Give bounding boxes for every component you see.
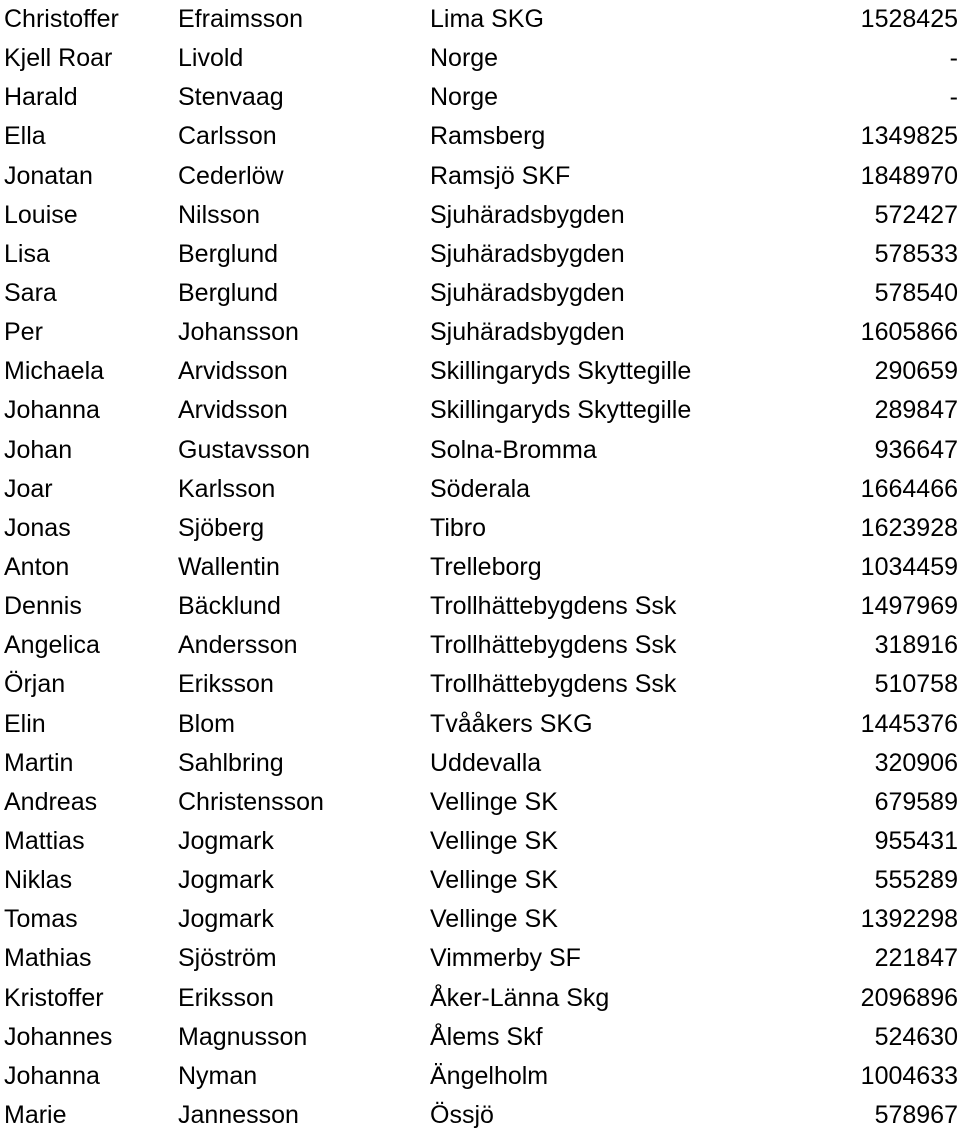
license-number-cell: 1349825 xyxy=(860,122,958,151)
table-row xyxy=(0,861,960,900)
license-number-cell: 1623928 xyxy=(860,513,958,542)
first-name-cell: Angelica xyxy=(4,631,100,660)
last-name-cell: Nyman xyxy=(178,1061,258,1090)
last-name-cell: Wallentin xyxy=(178,552,280,581)
license-number-cell: 679589 xyxy=(874,787,958,816)
last-name-cell: Arvidsson xyxy=(178,357,288,386)
first-name-cell: Martin xyxy=(4,748,74,777)
last-name-cell: Bäcklund xyxy=(178,592,281,621)
club-cell: Vimmerby SF xyxy=(430,944,581,973)
table-row xyxy=(0,157,960,196)
last-name-cell: Berglund xyxy=(178,278,279,307)
license-number-cell: 1664466 xyxy=(860,474,958,503)
last-name-cell: Jogmark xyxy=(178,826,274,855)
club-cell: Solna-Bromma xyxy=(430,435,597,464)
first-name-cell: Johanna xyxy=(4,1061,100,1090)
table-row xyxy=(0,822,960,861)
first-name-cell: Lisa xyxy=(4,239,50,268)
table-row xyxy=(0,900,960,939)
license-number-cell: 524630 xyxy=(874,1022,958,1051)
license-number-cell: 1392298 xyxy=(860,905,958,934)
first-name-cell: Jonas xyxy=(4,513,71,542)
first-name-cell: Per xyxy=(4,318,43,347)
table-row xyxy=(0,665,960,704)
first-name-cell: Elin xyxy=(4,709,46,738)
last-name-cell: Stenvaag xyxy=(178,83,284,112)
last-name-cell: Eriksson xyxy=(178,983,274,1012)
license-number-cell: 221847 xyxy=(874,944,958,973)
first-name-cell: Marie xyxy=(4,1100,67,1129)
table-row xyxy=(0,352,960,391)
table-row xyxy=(0,548,960,587)
last-name-cell: Eriksson xyxy=(178,670,274,699)
license-number-cell: 572427 xyxy=(874,200,958,229)
club-cell: Tvååkers SKG xyxy=(430,709,593,738)
first-name-cell: Kristoffer xyxy=(4,983,104,1012)
last-name-cell: Johansson xyxy=(178,318,299,347)
last-name-cell: Jogmark xyxy=(178,905,274,934)
license-number-cell: 578967 xyxy=(874,1100,958,1129)
license-number-cell: 1497969 xyxy=(860,592,958,621)
club-cell: Trollhättebygdens Ssk xyxy=(430,631,677,660)
table-row xyxy=(0,587,960,626)
first-name-cell: Tomas xyxy=(4,905,78,934)
last-name-cell: Nilsson xyxy=(178,200,260,229)
club-cell: Sjuhäradsbygden xyxy=(430,318,625,347)
club-cell: Össjö xyxy=(430,1100,494,1129)
table-row xyxy=(0,78,960,117)
club-cell: Vellinge SK xyxy=(430,866,558,895)
first-name-cell: Louise xyxy=(4,200,78,229)
first-name-cell: Michaela xyxy=(4,357,105,386)
table-row xyxy=(0,117,960,156)
last-name-cell: Berglund xyxy=(178,239,279,268)
license-number-cell: 578540 xyxy=(874,278,958,307)
license-number-cell: 1004633 xyxy=(860,1061,958,1090)
license-number-cell: 510758 xyxy=(874,670,958,699)
table-row xyxy=(0,39,960,78)
table-row xyxy=(0,274,960,313)
club-cell: Sjuhäradsbygden xyxy=(430,200,625,229)
club-cell: Sjuhäradsbygden xyxy=(430,239,625,268)
table-row xyxy=(0,196,960,235)
license-number-cell: - xyxy=(949,44,958,73)
license-number-cell: 1034459 xyxy=(860,552,958,581)
last-name-cell: Sahlbring xyxy=(178,748,284,777)
license-number-cell: 289847 xyxy=(874,396,958,425)
club-cell: Uddevalla xyxy=(430,748,542,777)
license-number-cell: 1848970 xyxy=(860,161,958,190)
first-name-cell: Niklas xyxy=(4,866,73,895)
first-name-cell: Sara xyxy=(4,278,57,307)
club-cell: Ramsjö SKF xyxy=(430,161,571,190)
license-number-cell: 1528425 xyxy=(860,5,958,33)
first-name-cell: Örjan xyxy=(4,670,66,699)
club-cell: Söderala xyxy=(430,474,531,503)
license-number-cell: 318916 xyxy=(874,631,958,660)
club-cell: Ramsberg xyxy=(430,122,546,151)
first-name-cell: Dennis xyxy=(4,592,82,621)
last-name-cell: Jannesson xyxy=(178,1100,299,1129)
first-name-cell: Anton xyxy=(4,552,70,581)
club-cell: Trollhättebygdens Ssk xyxy=(430,592,677,621)
table-row xyxy=(0,626,960,665)
table-row xyxy=(0,979,960,1018)
license-number-cell: 290659 xyxy=(874,357,958,386)
club-cell: Vellinge SK xyxy=(430,905,558,934)
table-row xyxy=(0,783,960,822)
first-name-cell: Andreas xyxy=(4,787,98,816)
first-name-cell: Jonatan xyxy=(4,161,93,190)
table-row xyxy=(0,1018,960,1057)
club-cell: Ålems Skf xyxy=(430,1022,543,1051)
table-row xyxy=(0,1096,960,1135)
first-name-cell: Christoffer xyxy=(4,5,119,33)
last-name-cell: Carlsson xyxy=(178,122,277,151)
last-name-cell: Andersson xyxy=(178,631,298,660)
last-name-cell: Efraimsson xyxy=(178,5,304,33)
table-row xyxy=(0,744,960,783)
last-name-cell: Livold xyxy=(178,44,244,73)
license-number-cell: 1605866 xyxy=(860,318,958,347)
table-row xyxy=(0,470,960,509)
table-row xyxy=(0,705,960,744)
license-number-cell: 1445376 xyxy=(860,709,958,738)
first-name-cell: Harald xyxy=(4,83,78,112)
club-cell: Tibro xyxy=(430,513,487,542)
club-cell: Ängelholm xyxy=(430,1061,549,1090)
last-name-cell: Cederlöw xyxy=(178,161,284,190)
first-name-cell: Johannes xyxy=(4,1022,113,1051)
first-name-cell: Joar xyxy=(4,474,53,503)
last-name-cell: Magnusson xyxy=(178,1022,308,1051)
last-name-cell: Sjöström xyxy=(178,944,277,973)
club-cell: Skillingaryds Skyttegille xyxy=(430,396,692,425)
first-name-cell: Kjell Roar xyxy=(4,44,113,73)
club-cell: Vellinge SK xyxy=(430,787,558,816)
club-cell: Norge xyxy=(430,44,499,73)
license-number-cell: 2096896 xyxy=(860,983,958,1012)
table-row xyxy=(0,0,960,39)
license-number-cell: 320906 xyxy=(874,748,958,777)
club-cell: Vellinge SK xyxy=(430,826,558,855)
first-name-cell: Johan xyxy=(4,435,73,464)
last-name-cell: Sjöberg xyxy=(178,513,265,542)
table-row xyxy=(0,235,960,274)
table-row xyxy=(0,313,960,352)
last-name-cell: Gustavsson xyxy=(178,435,311,464)
last-name-cell: Karlsson xyxy=(178,474,276,503)
table-row xyxy=(0,431,960,470)
club-cell: Lima SKG xyxy=(430,5,544,33)
last-name-cell: Blom xyxy=(178,709,235,738)
club-cell: Skillingaryds Skyttegille xyxy=(430,357,692,386)
table-row xyxy=(0,1057,960,1096)
first-name-cell: Ella xyxy=(4,122,46,151)
license-number-cell: 578533 xyxy=(874,239,958,268)
club-cell: Trollhättebygdens Ssk xyxy=(430,670,677,699)
first-name-cell: Mattias xyxy=(4,826,85,855)
last-name-cell: Jogmark xyxy=(178,866,274,895)
table-row xyxy=(0,509,960,548)
club-cell: Norge xyxy=(430,83,499,112)
first-name-cell: Mathias xyxy=(4,944,92,973)
table-row xyxy=(0,939,960,978)
last-name-cell: Arvidsson xyxy=(178,396,288,425)
last-name-cell: Christensson xyxy=(178,787,324,816)
license-number-cell: 936647 xyxy=(874,435,958,464)
table-row xyxy=(0,391,960,430)
license-number-cell: - xyxy=(949,83,958,112)
first-name-cell: Johanna xyxy=(4,396,100,425)
club-cell: Åker-Länna Skg xyxy=(430,983,610,1012)
license-number-cell: 955431 xyxy=(874,826,958,855)
club-cell: Sjuhäradsbygden xyxy=(430,278,625,307)
club-cell: Trelleborg xyxy=(430,552,542,581)
license-number-cell: 555289 xyxy=(874,866,958,895)
